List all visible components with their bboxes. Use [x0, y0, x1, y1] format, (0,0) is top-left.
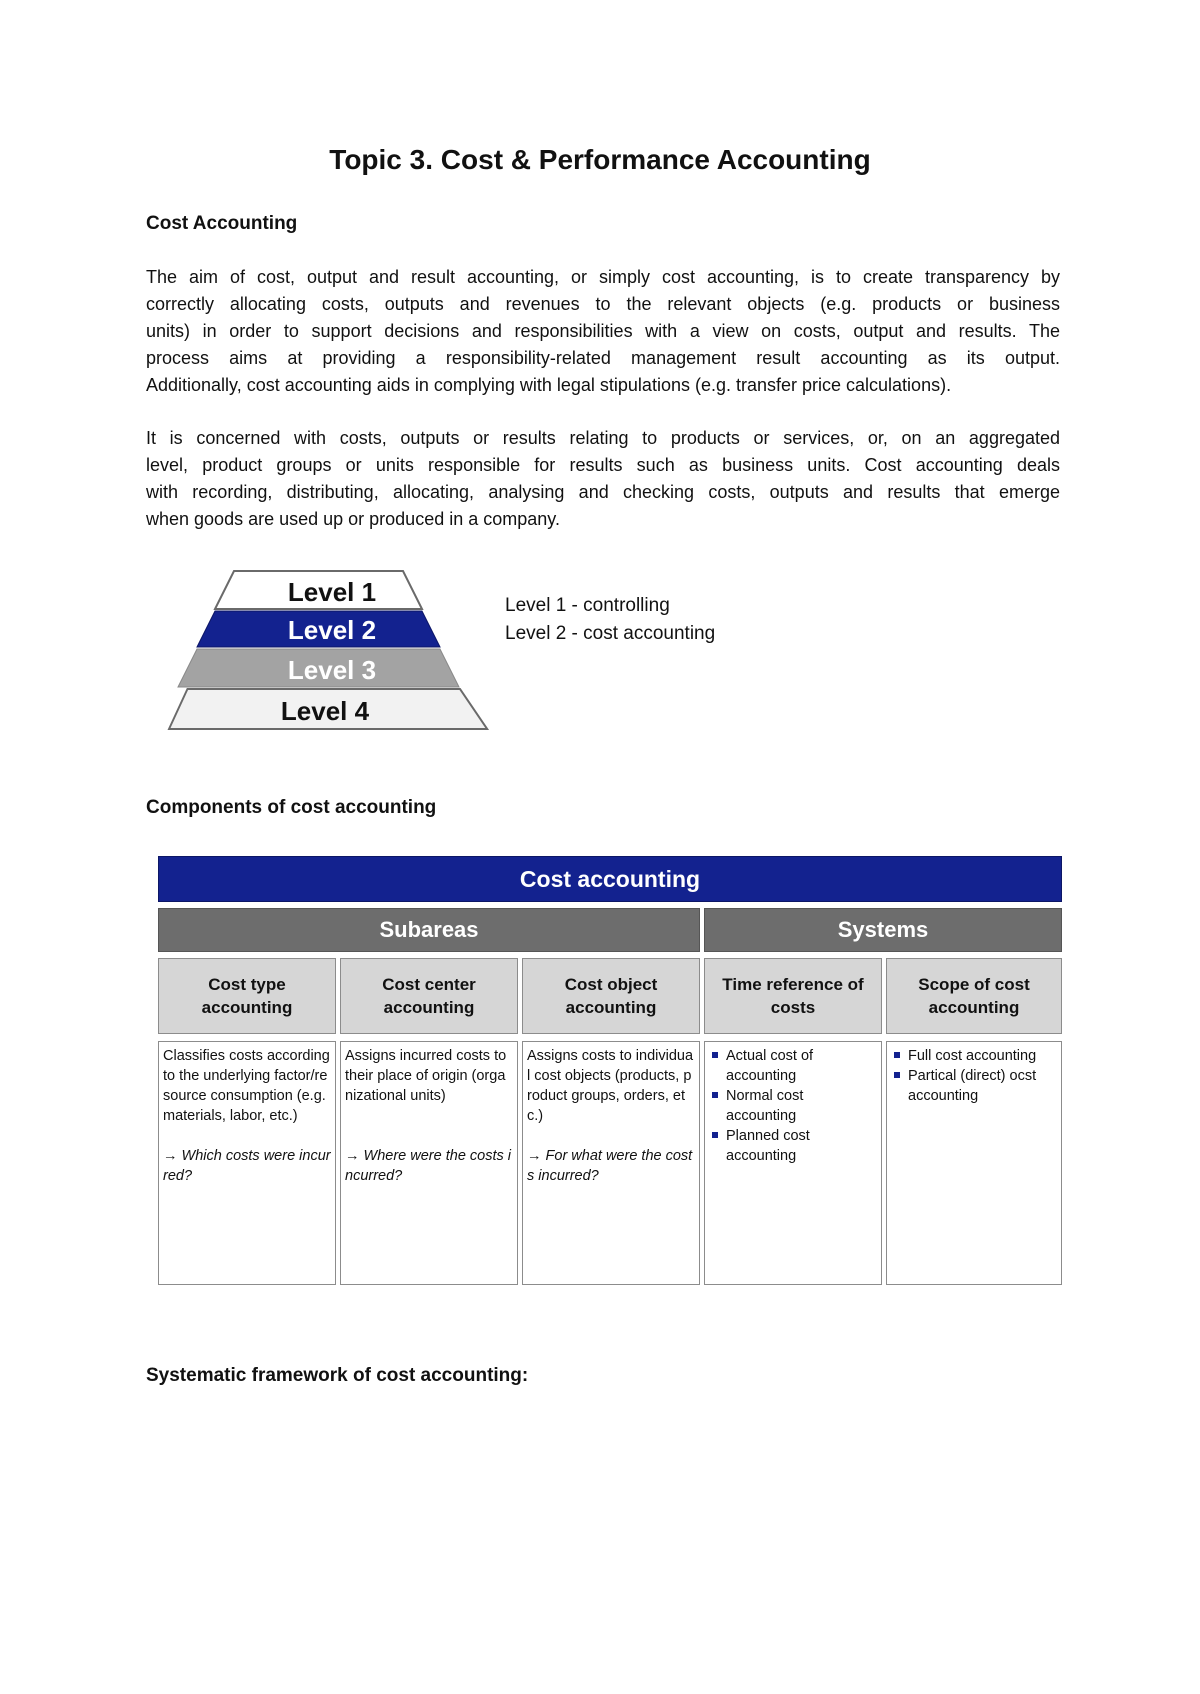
- bullet-list: [891, 1046, 1057, 1106]
- table-header-cost-accounting: Cost accounting: [158, 856, 1062, 902]
- column-question: → For what were the costs incurred?: [527, 1148, 693, 1184]
- level-legend: [505, 592, 715, 648]
- bullet-item: Full cost accounting: [891, 1046, 1057, 1066]
- section-heading-components: Components of cost accounting: [146, 797, 437, 818]
- column-header-scope: Scope of cost accounting: [886, 958, 1062, 1034]
- column-header-cost-object: Cost object accounting: [522, 958, 700, 1034]
- column-question: → Where were the costs incurred?: [345, 1148, 511, 1184]
- group-header-subareas: Subareas: [158, 908, 700, 952]
- page-title: Topic 3. Cost & Performance Accounting: [329, 144, 871, 175]
- column-description: Assigns costs to individual cost objects (products, product groups, orders, etc.): [527, 1048, 694, 1124]
- bullet-item: Actual cost of accounting: [709, 1046, 877, 1086]
- bullet-item: Partical (direct) ocst accounting: [891, 1066, 1057, 1106]
- paragraph-line: with recording, distributing, allocating, analysing and checking costs, outputs and results that emerge: [146, 482, 1060, 502]
- section-heading-cost-accounting: Cost Accounting: [146, 213, 298, 234]
- level-pyramid: [160, 565, 500, 735]
- column-header-cost-type: Cost type accounting: [158, 958, 336, 1034]
- paragraph-line: It is concerned with costs, outputs or results relating to products or services, or, on an aggregated: [146, 428, 1060, 448]
- paragraph-concerns: [146, 425, 1060, 533]
- column-body-cost-type: [158, 1041, 336, 1285]
- column-body-scope: [886, 1041, 1062, 1285]
- paragraph-line: when goods are used up or produced in a company.: [146, 509, 560, 529]
- column-header-cost-center: Cost center accounting: [340, 958, 518, 1034]
- column-question: → Which costs were incurred?: [163, 1148, 331, 1184]
- bullet-item: Normal cost accounting: [709, 1086, 877, 1126]
- bullet-item: Planned cost accounting: [709, 1126, 877, 1166]
- pyramid-label-1: Level 1: [287, 577, 377, 607]
- column-description: Assigns incurred costs to their place of origin (organizational units): [345, 1048, 507, 1104]
- legend-item: Level 2 - cost accounting: [505, 623, 716, 644]
- column-description: Classifies costs according to the underlying factor/resource consumption (e.g. materials, labor, etc.): [163, 1048, 330, 1124]
- paragraph-line: correctly allocating costs, outputs and revenues to the relevant objects (e.g. products or business: [146, 294, 1060, 314]
- paragraph-line: units) in order to support decisions and responsibilities with a view on costs, output and results. The: [146, 321, 1060, 341]
- group-header-systems: Systems: [704, 908, 1062, 952]
- column-header-time-reference: Time reference of costs: [704, 958, 882, 1034]
- legend-item: Level 1 - controlling: [505, 595, 670, 616]
- pyramid-label-2: Level 2: [287, 615, 377, 645]
- paragraph-line: Additionally, cost accounting aids in complying with legal stipulations (e.g. transfer price calculations).: [146, 375, 952, 395]
- pyramid-label-3: Level 3: [287, 655, 377, 685]
- pyramid-label-4: Level 4: [280, 696, 370, 726]
- paragraph-aim: [146, 264, 1060, 399]
- paragraph-line: process aims at providing a responsibility-related management result accounting as its output.: [146, 348, 1060, 368]
- section-heading-framework: Systematic framework of cost accounting:: [146, 1365, 529, 1386]
- column-body-cost-center: [340, 1041, 518, 1285]
- bullet-list: [709, 1046, 877, 1166]
- column-body-time-reference: [704, 1041, 882, 1285]
- paragraph-line: The aim of cost, output and result accounting, or simply cost accounting, is to create transparency by: [146, 267, 1060, 287]
- column-body-cost-object: [522, 1041, 700, 1285]
- paragraph-line: level, product groups or units responsible for results such as business units. Cost accounting deals: [146, 455, 1060, 475]
